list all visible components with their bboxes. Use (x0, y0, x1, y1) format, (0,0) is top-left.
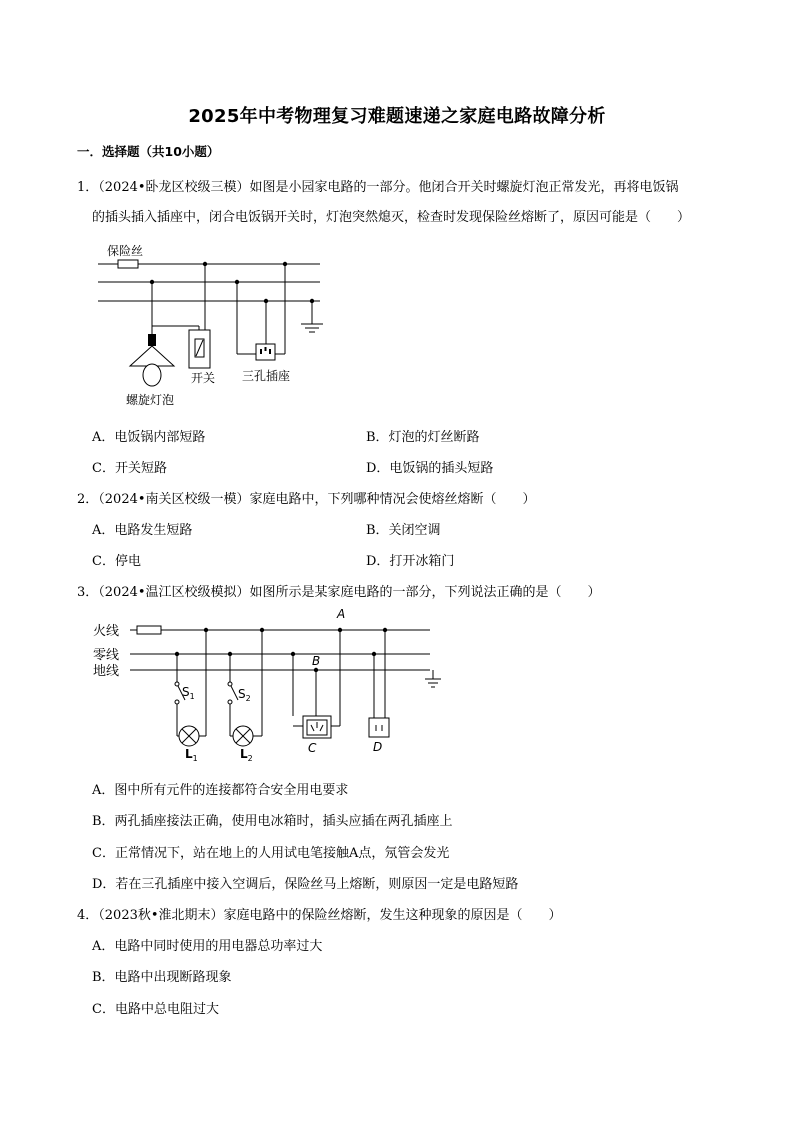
question-4-option-a: A．电路中同时使用的用电器总功率过大 (92, 939, 323, 954)
question-1-option-d: D．电饭锅的插头短路 (366, 461, 494, 476)
question-2-option-c: C．停电 (92, 554, 141, 569)
question-1-option-a: A．电饭锅内部短路 (92, 430, 206, 445)
question-3-circuit-diagram (90, 604, 450, 770)
socket-label: 三孔插座 (242, 369, 291, 383)
lamp-l1-label: $L_1$ (185, 747, 198, 763)
switch-label: 开关 (191, 371, 216, 385)
live-wire-label: 火线 (93, 624, 120, 639)
question-1-stem-line-2: 的插头插入插座中，闭合电饭锅开关时，灯泡突然熄灭，检查时发现保险丝熔断了，原因可能是（ ） (92, 210, 691, 225)
switch-s1-label: $S_1$ (182, 685, 195, 701)
fuse-label: 保险丝 (107, 244, 144, 258)
document-title: 2025年中考物理复习难题速递之家庭电路故障分析 (188, 106, 606, 127)
point-b-label: B (312, 654, 321, 668)
question-4-option-b: B．电路中出现断路现象 (92, 970, 232, 985)
question-4-stem: 4．（2023秋•淮北期末）家庭电路中的保险丝熔断，发生这种现象的原因是（ ） (77, 908, 562, 923)
question-3-option-d: D．若在三孔插座中接入空调后，保险丝马上熔断，则原因一定是电路短路 (92, 877, 519, 892)
question-1-circuit-diagram (90, 236, 350, 411)
bulb-label: 螺旋灯泡 (126, 393, 175, 407)
lamp-l2-label: $L_2$ (240, 747, 253, 763)
question-3-option-c: C．正常情况下，站在地上的人用试电笔接触A点，氖管会发光 (92, 846, 450, 861)
question-2-option-a: A．电路发生短路 (92, 523, 193, 538)
socket-d-label: D (373, 740, 383, 754)
question-2-option-b: B．关闭空调 (366, 523, 441, 538)
question-1-option-b: B．灯泡的灯丝断路 (366, 430, 480, 445)
question-3-stem: 3．（2024•温江区校级模拟）如图所示是某家庭电路的一部分，下列说法正确的是（ ） (77, 585, 601, 600)
question-2-option-d: D．打开冰箱门 (366, 554, 455, 569)
question-2-stem: 2．（2024•南关区校级一模）家庭电路中，下列哪种情况会使熔丝熔断（ ） (77, 492, 536, 507)
question-3-option-a: A．图中所有元件的连接都符合安全用电要求 (92, 783, 349, 798)
question-3-option-b: B．两孔插座接法正确，使用电冰箱时，插头应插在两孔插座上 (92, 814, 453, 829)
switch-s2-label: $S_2$ (238, 687, 251, 703)
question-1-stem-line-1: 1．（2024•卧龙区校级三模）如图是小园家电路的一部分。他闭合开关时螺旋灯泡正常发光，再将电饭锅 (77, 180, 679, 195)
socket-c-label: C (308, 741, 317, 755)
question-4-option-c: C．电路中总电阻过大 (92, 1002, 219, 1017)
section-heading: 一．选择题（共10小题） (77, 144, 220, 159)
question-1-option-c: C．开关短路 (92, 461, 167, 476)
neutral-wire-label: 零线 (93, 648, 120, 663)
ground-wire-label: 地线 (93, 664, 120, 679)
point-a-label: A (337, 607, 346, 621)
